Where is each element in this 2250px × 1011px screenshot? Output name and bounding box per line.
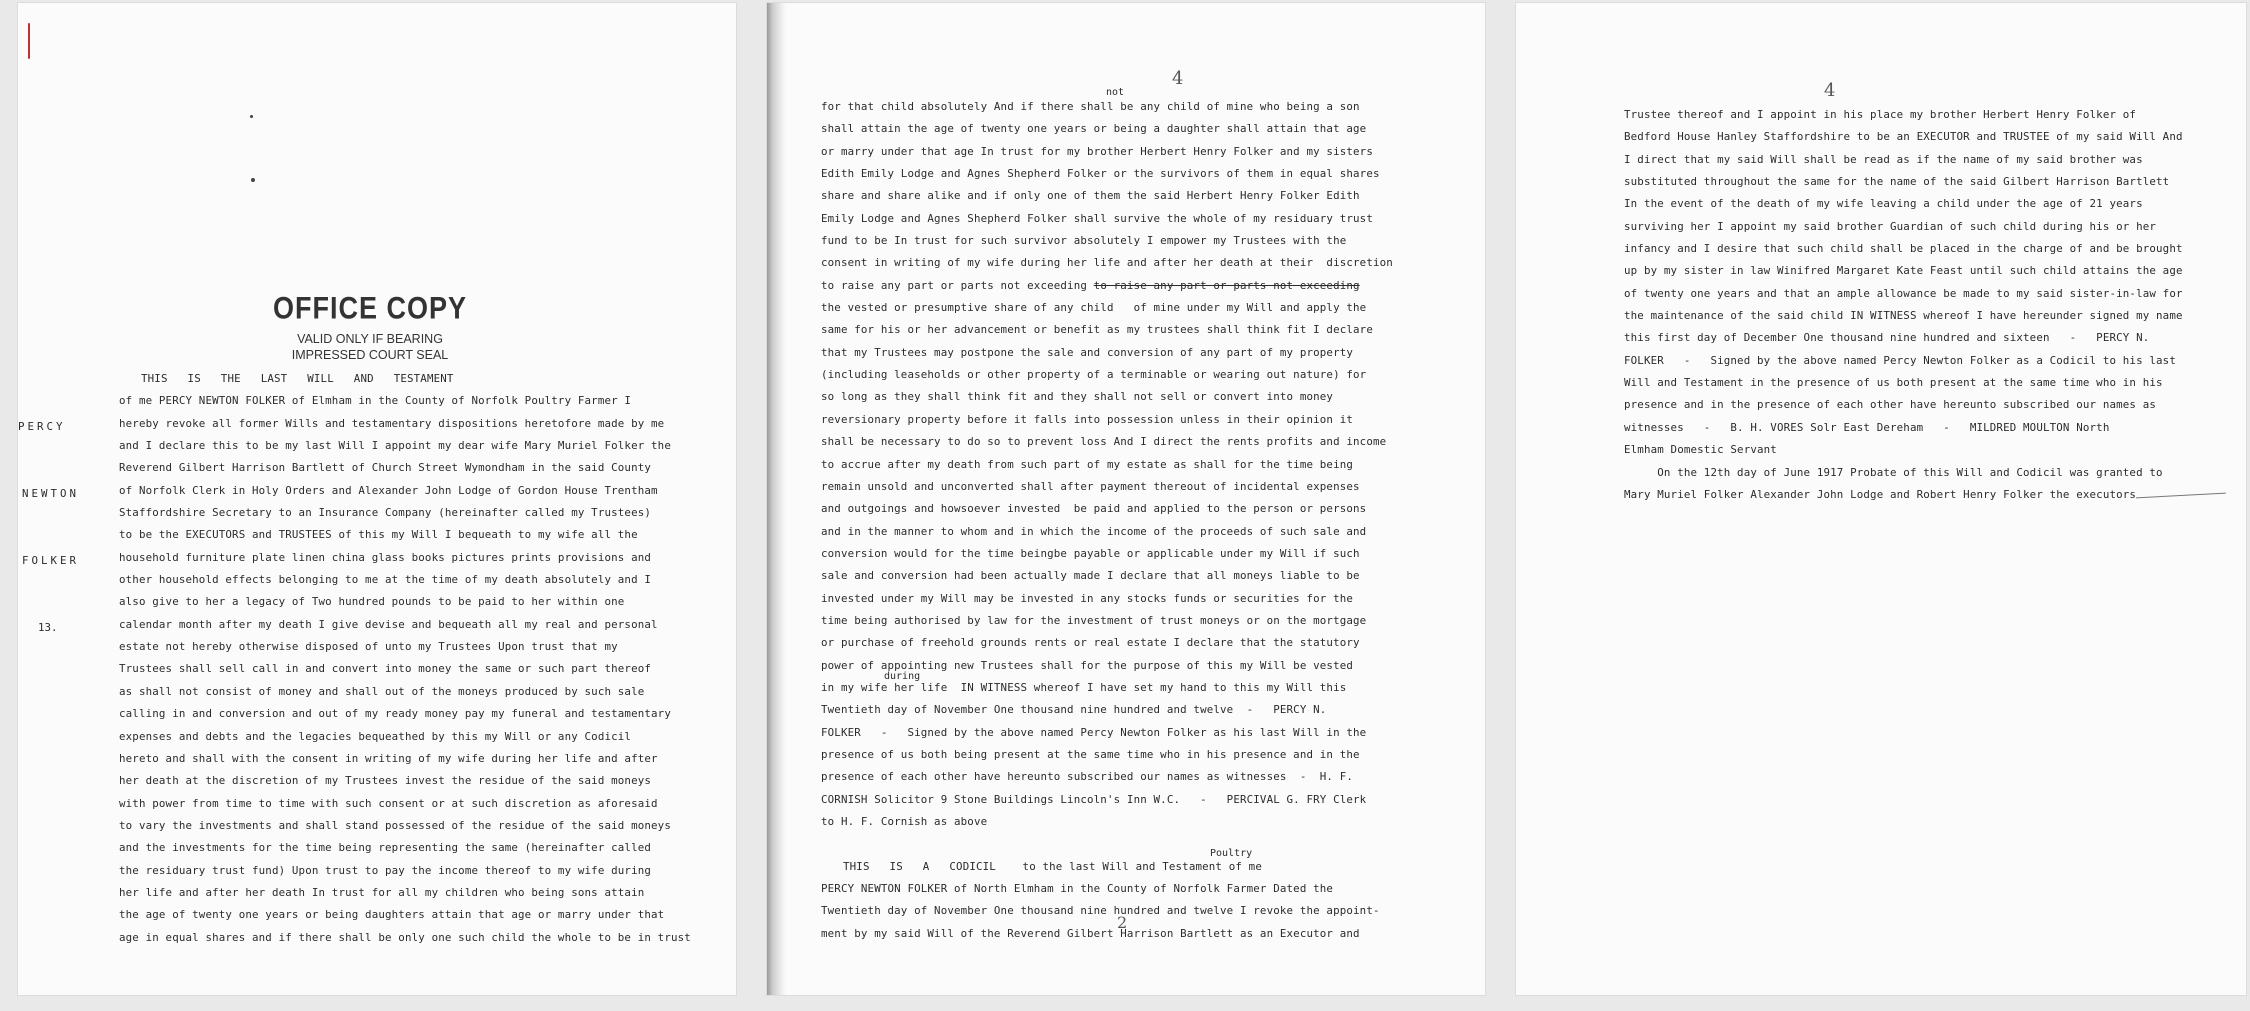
will-text-page-1 bbox=[119, 368, 691, 949]
stamp-line-2: VALID ONLY IF BEARING bbox=[297, 332, 443, 346]
text-line: infancy and I desire that such child shall be placed in the charge of and be brought bbox=[1624, 242, 2183, 256]
text-line: time being authorised by law for the investment of trust moneys or on the mortgage bbox=[821, 613, 1367, 627]
text-line: fund to be In trust for such survivor absolutely I empower my Trustees with the bbox=[821, 234, 1347, 248]
page-number-mark: 4 bbox=[1172, 68, 1184, 89]
text-line: hereby revoke all former Wills and testamentary dispositions heretofore made by me bbox=[119, 416, 665, 430]
text-line: THIS IS A CODICIL to the last Will and Testament of me bbox=[843, 859, 1262, 873]
binding-edge bbox=[767, 3, 787, 995]
text-line: share and share alike and if only one of them the said Herbert Henry Folker Edith bbox=[821, 189, 1360, 203]
text-line: consent in writing of my wife during her life and after her death at their discretion bbox=[821, 256, 1393, 270]
text-line: power of appointing new Trustees shall for the purpose of this my Will be vested bbox=[821, 658, 1354, 672]
text-line: in my wife her life IN WITNESS whereof I have set my hand to this my Will this bbox=[821, 680, 1347, 694]
text-line: In the event of the death of my wife leaving a child under the age of 21 years bbox=[1624, 197, 2143, 211]
text-line: age in equal shares and if there shall be only one such child the whole to be in trust bbox=[119, 930, 691, 944]
text-line: sale and conversion had been actually made I declare that all moneys liable to be bbox=[821, 569, 1360, 583]
text-line: Trustee thereof and I appoint in his place my brother Herbert Henry Folker of bbox=[1624, 108, 2137, 121]
text-line: ment by my said Will of the Reverend Gilbert Harrison Bartlett as an Executor and bbox=[821, 926, 1360, 940]
text-line: this first day of December One thousand nine hundred and sixteen - PERCY N. bbox=[1624, 331, 2150, 345]
text-line: to accrue after my death from such part of my estate as shall for the time being bbox=[821, 457, 1354, 471]
text-line: FOLKER - Signed by the above named Percy Newton Folker as his last Will in the bbox=[821, 725, 1367, 739]
text-line: conversion would for the time beingbe payable or applicable under my Will if such bbox=[821, 546, 1360, 560]
page-number-mark: 4 bbox=[1824, 80, 1836, 101]
text-line: to vary the investments and shall stand possessed of the residue of the said moneys bbox=[119, 818, 671, 832]
struck-text: to raise any part or parts not exceeding bbox=[1093, 278, 1360, 292]
text-line: Emily Lodge and Agnes Shepherd Folker shall survive the whole of my residuary trust bbox=[821, 211, 1373, 225]
text-line: Elmham Domestic Servant bbox=[1624, 443, 1777, 457]
text-line: Bedford House Hanley Staffordshire to be an EXECUTOR and TRUSTEE of my said Will And bbox=[1624, 130, 2183, 144]
text-line: estate not hereby otherwise disposed of unto my Trustees Upon trust that my bbox=[119, 640, 618, 654]
text-line: CORNISH Solicitor 9 Stone Buildings Lincoln's Inn W.C. - PERCIVAL G. FRY Clerk bbox=[821, 792, 1367, 806]
text-line: of twenty one years and that an ample allowance be made to my said sister-in-law for bbox=[1624, 286, 2183, 300]
text-line: Twentieth day of November One thousand nine hundred and twelve - PERCY N. bbox=[821, 703, 1327, 717]
text-line: remain unsold and unconverted shall after payment thereout of incidental expenses bbox=[821, 479, 1360, 493]
margin-name-note bbox=[18, 371, 79, 684]
text-line: calendar month after my death I give devise and bequeath all my real and personal bbox=[119, 617, 658, 631]
text-line: substituted throughout the same for the name of the said Gilbert Harrison Bartlett bbox=[1624, 175, 2170, 189]
text-line: so long as they shall think fit and they shall not sell or convert into money bbox=[821, 390, 1334, 404]
text-line: for that child absolutely And if there shall be any child of mine who being a son bbox=[821, 100, 1360, 113]
margin-line: PERCY bbox=[18, 419, 66, 433]
text-line: or marry under that age In trust for my brother Herbert Henry Folker and my sisters bbox=[821, 144, 1373, 158]
text-line: the maintenance of the said child IN WITNESS whereof I have hereunder signed my name bbox=[1624, 309, 2183, 323]
text-line: her life and after her death In trust for all my children who being sons attain bbox=[119, 885, 645, 899]
document-page-2 bbox=[767, 3, 1485, 995]
stamp-line-3: IMPRESSED COURT SEAL bbox=[291, 348, 449, 362]
text-line: surviving her I appoint my said brother Guardian of such child during his or her bbox=[1624, 219, 2157, 233]
text-line: FOLKER - Signed by the above named Percy Newton Folker as a Codicil to his last bbox=[1624, 353, 2176, 367]
text-line: and I declare this to be my last Will I appoint my dear wife Mary Muriel Folker the bbox=[119, 439, 671, 453]
text-line: Mary Muriel Folker Alexander John Lodge and Robert Henry Folker the executors bbox=[1624, 487, 2137, 501]
text-line: to be the EXECUTORS and TRUSTEES of this my Will I bequeath to my wife all the bbox=[119, 528, 638, 542]
text-line: other household effects belonging to me at the time of my death absolutely and I bbox=[119, 573, 652, 587]
text-line: and in the manner to whom and in which the income of the proceeds of such sale and bbox=[821, 524, 1367, 538]
text-line: also give to her a legacy of Two hundred pounds to be paid to her within one bbox=[119, 595, 625, 609]
text-line: presence and in the presence of each other have hereunto subscribed our names as bbox=[1624, 398, 2157, 412]
margin-line: FOLKER bbox=[22, 553, 80, 567]
text-line: shall be necessary to do so to prevent loss And I direct the rents profits and income bbox=[821, 435, 1387, 449]
text-line: Will and Testament in the presence of us both present at the same time who in his bbox=[1624, 376, 2163, 390]
text-line: expenses and debts and the legacies bequeathed by this my Will or any Codicil bbox=[119, 729, 632, 743]
text-line: up by my sister in law Winifred Margaret Kate Feast until such child attains the age bbox=[1624, 264, 2183, 278]
speck bbox=[251, 178, 255, 182]
text-line: that my Trustees may postpone the sale and conversion of any part of my property bbox=[821, 345, 1354, 359]
office-copy-stamp bbox=[270, 290, 470, 362]
text-line: Trustees shall sell call in and convert into money the same or such part thereof bbox=[119, 662, 652, 676]
text-line: presence of each other have hereunto subscribed our names as witnesses - H. F. bbox=[821, 770, 1354, 784]
page-number-mark: 2 bbox=[1117, 913, 1128, 932]
text-line: of me PERCY NEWTON FOLKER of Elmham in the County of Norfolk Poultry Farmer I bbox=[119, 394, 632, 408]
text-line: and outgoings and howsoever invested be paid and applied to the person or persons bbox=[821, 502, 1367, 516]
text-line: Edith Emily Lodge and Agnes Shepherd Folker or the survivors of them in equal shares bbox=[821, 167, 1380, 181]
margin-line: NEWTON bbox=[22, 486, 80, 500]
text-line: and the investments for the time being representing the same (hereinafter called bbox=[119, 841, 652, 855]
text-line: or purchase of freehold grounds rents or real estate I declare that the statutory bbox=[821, 636, 1360, 650]
interlinear-insertion: during bbox=[884, 671, 921, 682]
text-line: Staffordshire Secretary to an Insurance Company (hereinafter called my Trustees) bbox=[119, 506, 652, 520]
text-line: (including leaseholds or other property of a terminable or wearing out nature) for bbox=[821, 368, 1367, 382]
text-line: THIS IS THE LAST WILL AND TESTAMENT bbox=[141, 372, 454, 385]
text-line: On the 12th day of June 1917 Probate of this Will and Codicil was granted to bbox=[1624, 465, 2163, 479]
margin-line: 13. bbox=[38, 620, 58, 634]
will-text-page-2 bbox=[821, 96, 1393, 945]
text-line: her death at the discretion of my Trustees invest the residue of the said moneys bbox=[119, 774, 652, 788]
text-line: to H. F. Cornish as above bbox=[821, 815, 988, 828]
text-line: Reverend Gilbert Harrison Bartlett of Church Street Wymondham in the said County bbox=[119, 461, 652, 475]
text-line: hereto and shall with the consent in writing of my wife during her life and after bbox=[119, 751, 658, 765]
text-line: I direct that my said Will shall be read as if the name of my said brother was bbox=[1624, 152, 2143, 166]
text-line: calling in and conversion and out of my ready money pay my funeral and testamentary bbox=[119, 707, 671, 721]
text-line: invested under my Will may be invested in any stocks funds or securities for the bbox=[821, 591, 1354, 605]
text-line: the vested or presumptive share of any child of mine under my Will and apply the bbox=[821, 301, 1367, 315]
text-line: reversionary property before it falls into possession unless in their opinion it bbox=[821, 412, 1354, 426]
text-line: shall attain the age of twenty one years or being a daughter shall attain that age bbox=[821, 122, 1367, 136]
will-text-page-3 bbox=[1624, 104, 2183, 506]
text-line: witnesses - B. H. VORES Solr East Dereham - MILDRED MOULTON North bbox=[1624, 420, 2110, 434]
text-line: with power from time to time with such consent or at such discretion as aforesaid bbox=[119, 796, 658, 810]
text-line: Twentieth day of November One thousand nine hundred and twelve I revoke the appoint- bbox=[821, 904, 1380, 918]
text-line: the age of twenty one years or being daughters attain that age or marry under that bbox=[119, 908, 665, 922]
text-line: PERCY NEWTON FOLKER of North Elmham in the County of Norfolk Farmer Dated the bbox=[821, 882, 1334, 896]
text-line bbox=[821, 833, 1393, 855]
document-page-3 bbox=[1516, 3, 2246, 995]
text-line: to raise any part or parts not exceeding to raise any part or parts not exceeding bbox=[821, 278, 1360, 292]
text-line: the residuary trust fund) Upon trust to pay the income thereof to my wife during bbox=[119, 863, 652, 877]
text-line: as shall not consist of money and shall out of the moneys produced by such sale bbox=[119, 684, 645, 698]
speck bbox=[250, 115, 253, 118]
interlinear-insertion: not bbox=[1106, 87, 1125, 98]
interlinear-insertion: Poultry bbox=[1210, 848, 1253, 859]
text-line: household furniture plate linen china glass books pictures prints provisions and bbox=[119, 550, 652, 564]
document-page-1 bbox=[18, 3, 736, 995]
text-line: of Norfolk Clerk in Holy Orders and Alexander John Lodge of Gordon House Trentham bbox=[119, 483, 658, 497]
text-line: presence of us both being present at the same time who in his presence and in the bbox=[821, 747, 1360, 761]
text-line: same for his or her advancement or benefit as my trustees shall think fit I declare bbox=[821, 323, 1373, 337]
stamp-title: OFFICE COPY bbox=[272, 290, 467, 326]
red-mark bbox=[28, 23, 30, 59]
